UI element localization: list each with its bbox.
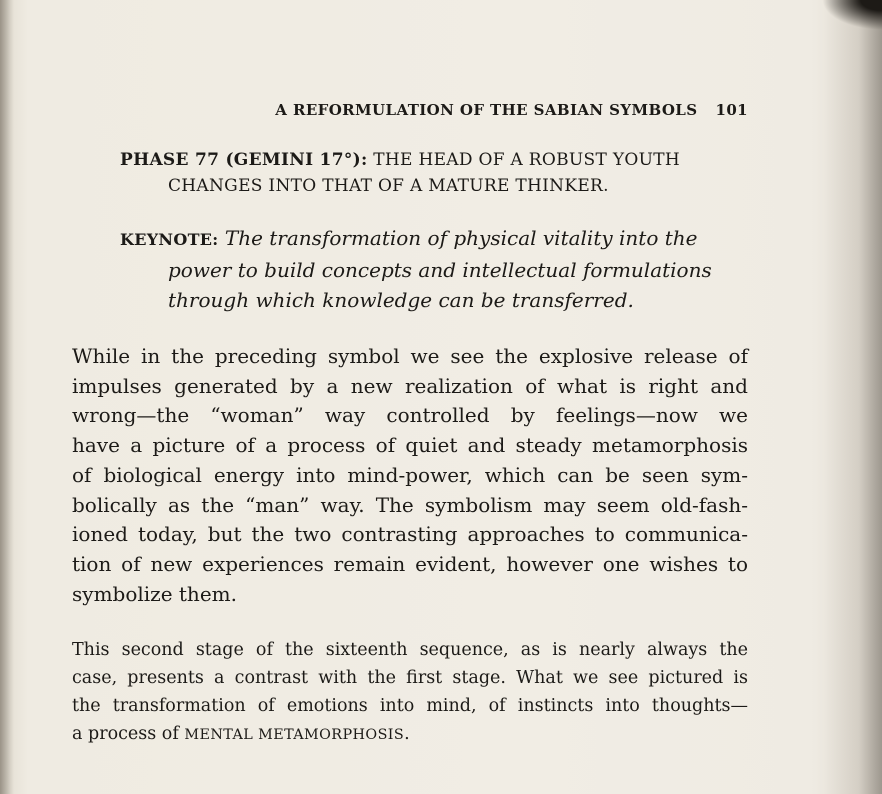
paragraph-1-line: of biological energy into mind-power, which can be seen sym- bbox=[72, 462, 748, 487]
page-corner-shadow bbox=[822, 0, 882, 30]
paragraph-1-line: impulses generated by a new realization of what is right and bbox=[72, 373, 748, 398]
paragraph-1-line: wrong—the “woman” way controlled by feelings—now we bbox=[72, 403, 748, 428]
page-edge-shadow bbox=[824, 0, 882, 794]
keynote bbox=[120, 223, 770, 315]
keynote-line-1: The transformation of physical vitality into the bbox=[224, 226, 698, 250]
gutter-shadow bbox=[0, 0, 14, 794]
paragraph-2-line: case, presents a contrast with the first stage. What we see pictured is bbox=[72, 668, 748, 688]
page-number: 101 bbox=[715, 101, 748, 119]
mental-metamorphosis-term: MENTAL METAMORPHOSIS bbox=[184, 727, 405, 743]
paragraph-2-last-line bbox=[72, 720, 748, 749]
paragraph-2-line: This second stage of the sixteenth sequence, as is nearly always the bbox=[72, 640, 748, 660]
paragraph-1-line: tion of new experiences remain evident, however one wishes to bbox=[72, 551, 748, 576]
paragraph-2-line: the transformation of emotions into mind, of instincts into thoughts— bbox=[72, 696, 748, 716]
running-head bbox=[200, 101, 748, 119]
paragraph-1-line: symbolize them. bbox=[72, 581, 237, 606]
paragraph-1-line: bolically as the “man” way. The symbolism may seem old-fash- bbox=[72, 492, 748, 517]
phase-title-line-1: THE HEAD OF A ROBUST YOUTH bbox=[373, 150, 681, 170]
paragraph-2-last-suffix: . bbox=[404, 724, 410, 744]
paragraph-1-line: have a picture of a process of quiet and steady metamorphosis bbox=[72, 433, 748, 458]
paragraph-2-last-prefix: a process of bbox=[72, 724, 179, 744]
phase-heading bbox=[120, 147, 760, 199]
paragraph-1 bbox=[72, 342, 748, 609]
paragraph-1-line: While in the preceding symbol we see the explosive release of bbox=[72, 344, 748, 368]
phase-label: PHASE 77 (GEMINI 17°): bbox=[120, 150, 368, 170]
running-head-title: A REFORMULATION OF THE SABIAN SYMBOLS bbox=[275, 101, 698, 119]
paragraph-2 bbox=[72, 636, 748, 749]
keynote-line-2: power to build concepts and intellectual formulations bbox=[168, 258, 712, 282]
paragraph-1-line: ioned today, but the two contrasting approaches to communica- bbox=[72, 522, 748, 547]
phase-title-line-2: CHANGES INTO THAT OF A MATURE THINKER. bbox=[168, 176, 609, 196]
keynote-label: KEYNOTE: bbox=[120, 230, 219, 249]
keynote-line-3: through which knowledge can be transferred. bbox=[168, 288, 634, 312]
